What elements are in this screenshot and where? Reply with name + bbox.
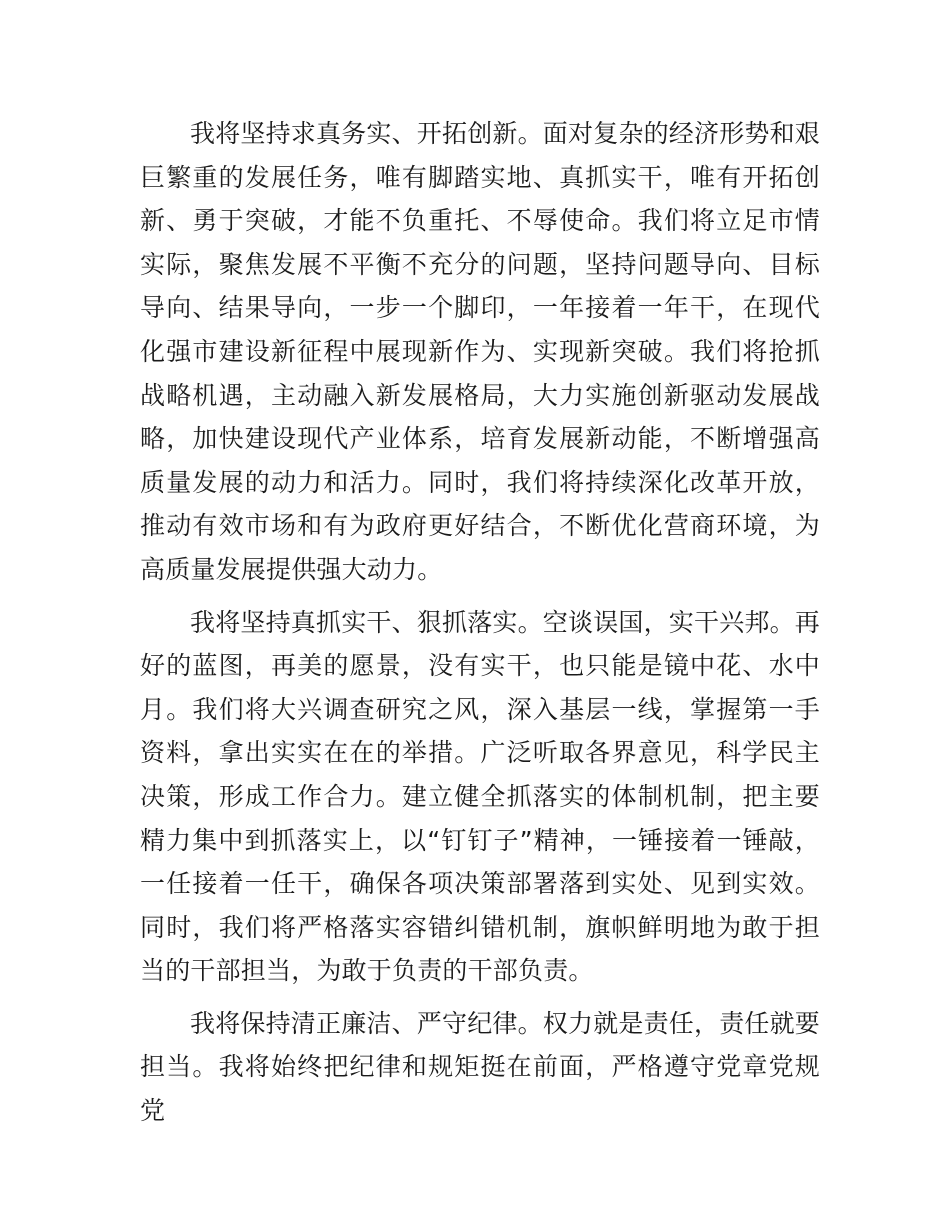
paragraph-seek-truth: 我将坚持求真务实、开拓创新。面对复杂的经济形势和艰巨繁重的发展任务，唯有脚踏实地、真抓实干，唯有开拓创新、勇于突破，才能不负重托、不辱使命。我们将立足市情实际，聚焦发展不平衡不充分的问题，坚持问题导向、目标导向、结果导向，一步一个脚印，一年接着一年干，在现代化强市建设新征程中展现新作为、实现新突破。我们将抢抓战略机遇，主动融入新发展格局，大力实施创新驱动发展战略，加快建设现代产业体系，培育发展新动能，不断增强高质量发展的动力和活力。同时，我们将持续深化改革开放，推动有效市场和有为政府更好结合，不断优化营商环境，为高质量发展提供强大动力。 xyxy=(140,119,821,584)
paragraph-hard-work: 我将坚持真抓实干、狠抓落实。空谈误国，实干兴邦。再好的蓝图，再美的愿景，没有实干，也只能是镜中花、水中月。我们将大兴调查研究之风，深入基层一线，掌握第一手资料，拿出实实在在的举措。广泛听取各界意见，科学民主决策，形成工作合力。建立健全抓落实的体制机制，把主要精力集中到抓落实上，以“钉钉子”精神，一锤接着一锤敲，一任接着一任干，确保各项决策部署落到实处、见到实效。同时，我们将严格落实容错纠错机制，旗帜鲜明地为敢于担当的干部担当，为敢于负责的干部负责。 xyxy=(140,607,821,986)
document-body xyxy=(140,112,820,1142)
paragraph-integrity: 我将保持清正廉洁、严守纪律。权力就是责任，责任就要担当。我将始终把纪律和规矩挺在前面，严格遵守党章党规党 xyxy=(140,1008,821,1126)
